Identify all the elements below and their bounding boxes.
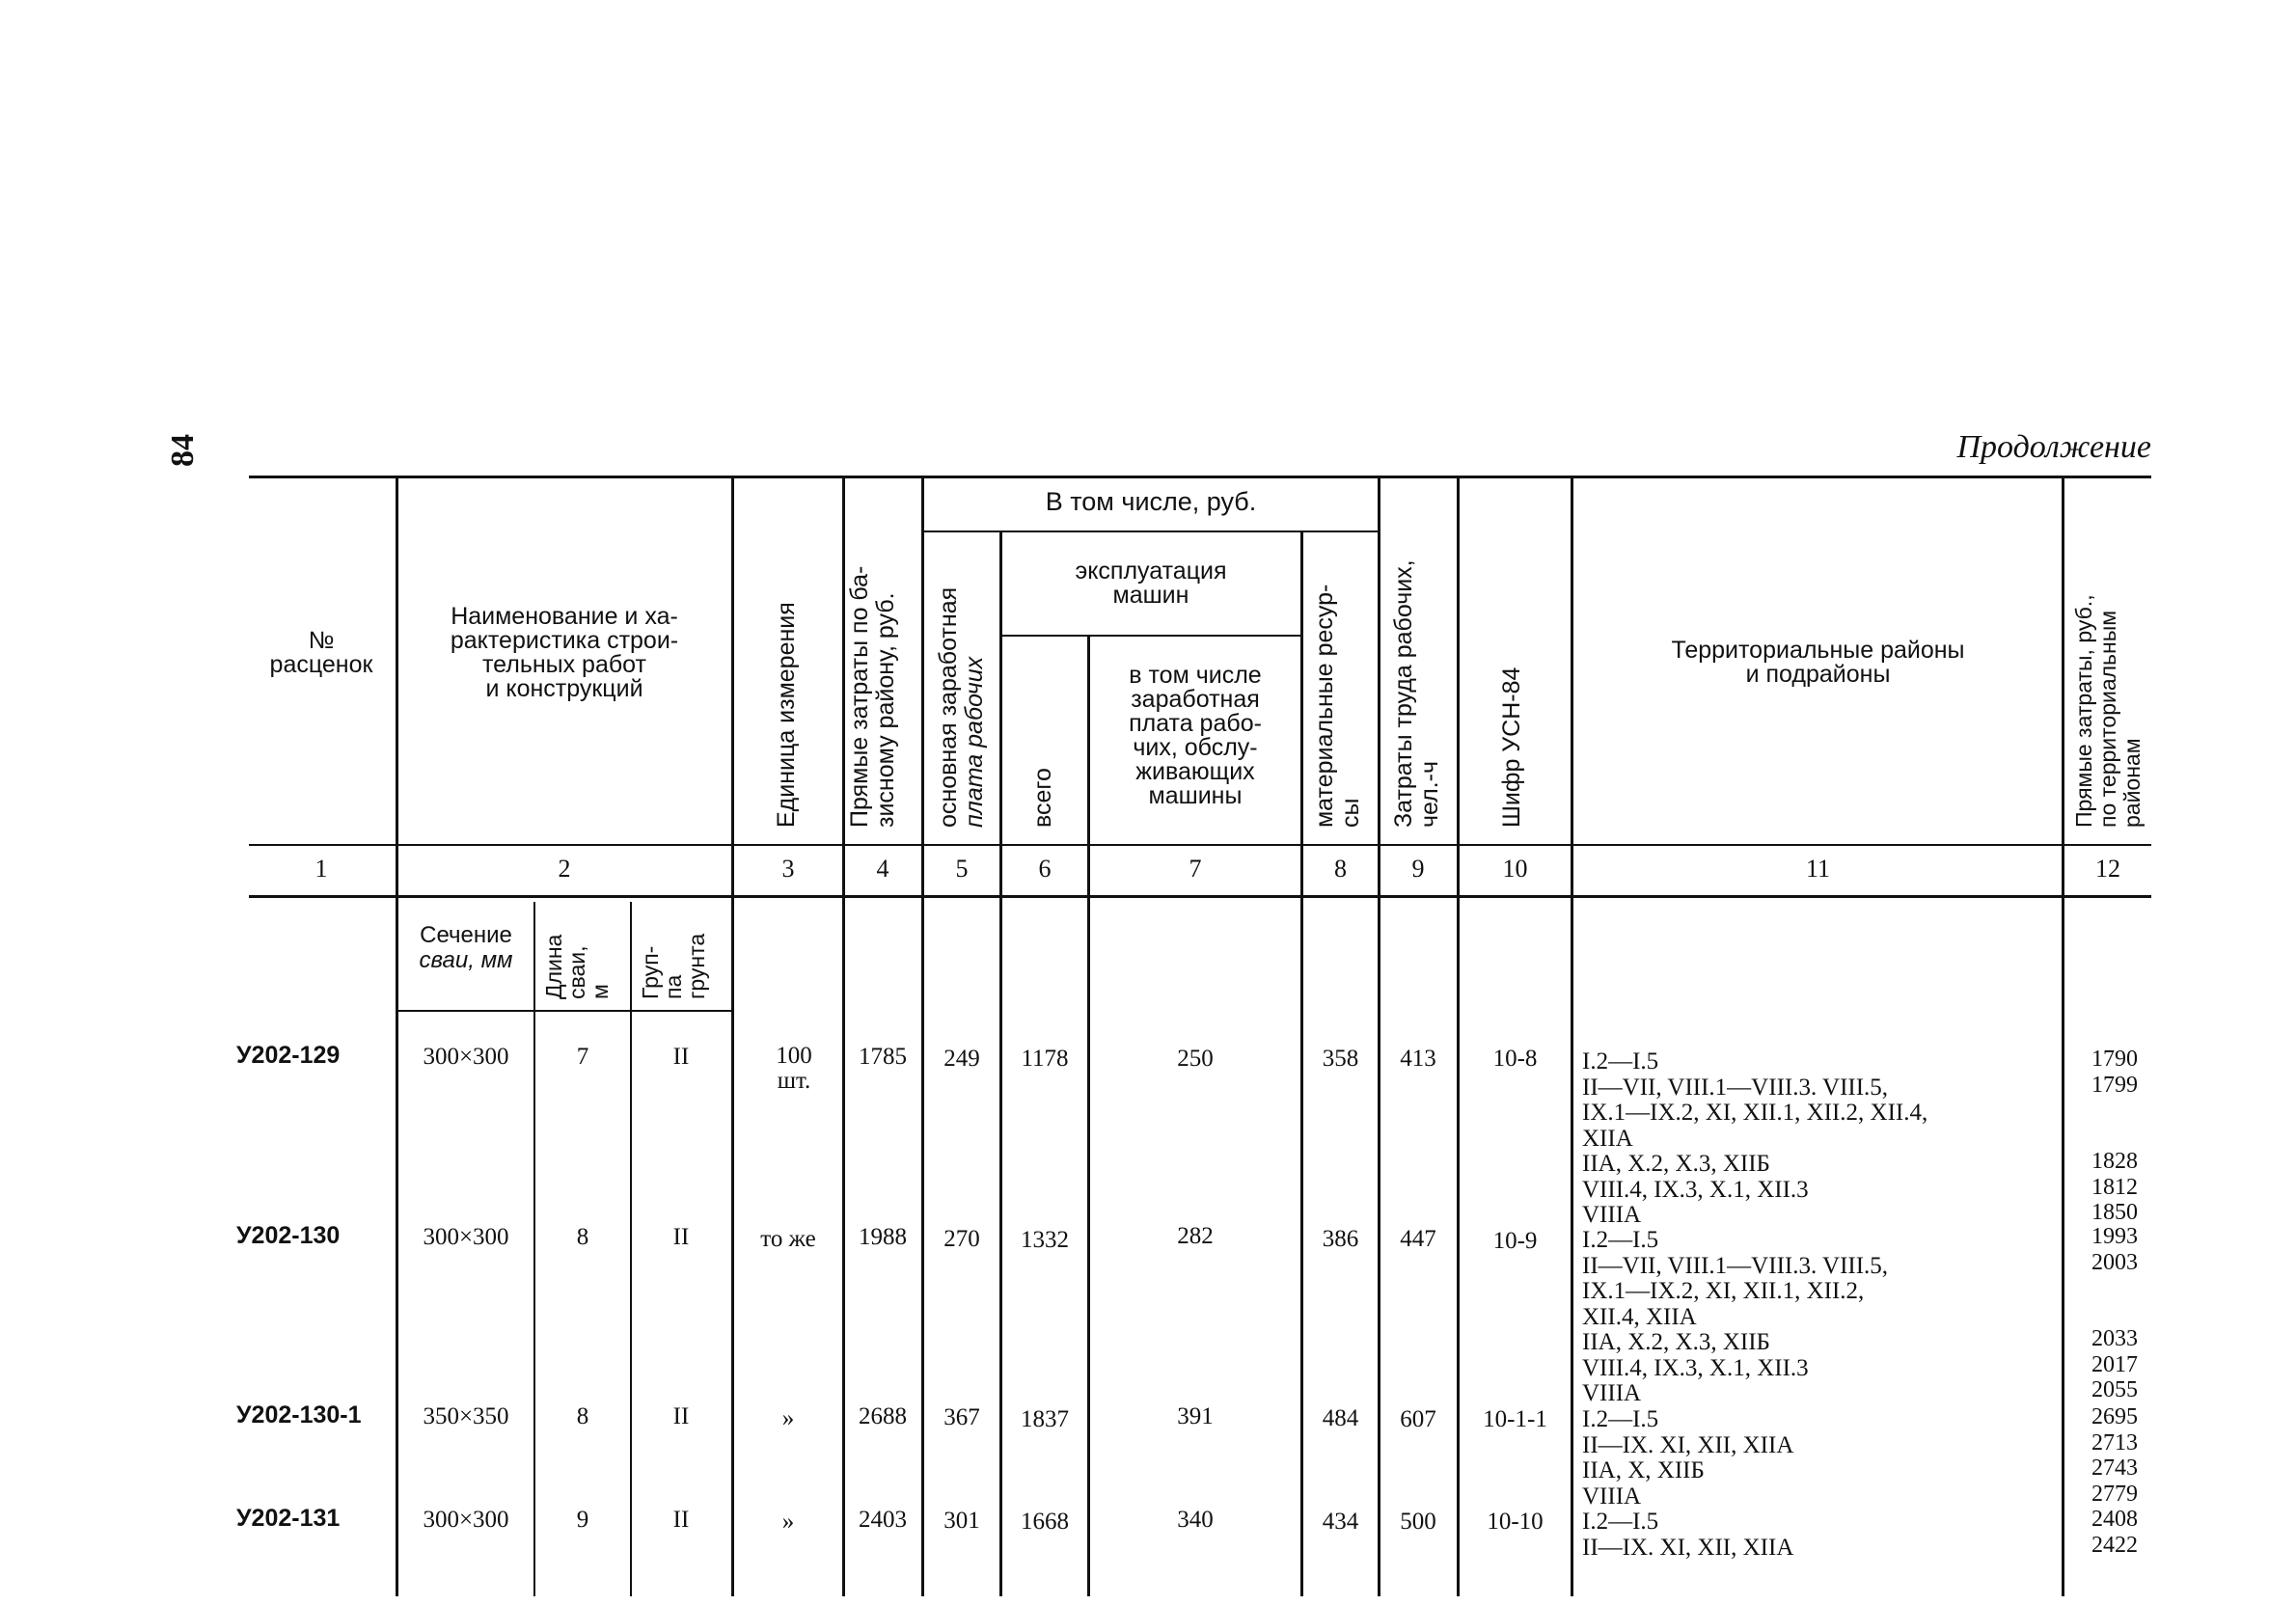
colnum-2: 2	[558, 855, 571, 883]
table-top-rule	[249, 476, 2151, 478]
row-length: 8	[576, 1403, 589, 1429]
row-wages: 270	[943, 1226, 980, 1252]
colnum-10: 10	[1502, 855, 1528, 883]
row-unit: 100 шт.	[776, 1043, 812, 1094]
header-group: В том числе, руб.	[1045, 487, 1257, 516]
row-direct: 2403	[859, 1507, 907, 1533]
page-number: 84	[165, 434, 201, 467]
subheader-soil: Груп- па грунта	[638, 933, 709, 999]
row-regions: I.2—I.5 II—VII, VIII.1—VIII.3. VIII.5, IX.1—IX.2, XI, XII.1, XII.2, XII.4, XIIA IIA, X.2, X.3, XIIБ VIII.4, IX.3, X.1, XII.3 VIIIA	[1582, 1048, 1928, 1228]
colnum-8: 8	[1334, 855, 1347, 883]
continuation-label: Продолжение	[1956, 429, 2151, 465]
header-col12: Прямые затраты, руб., по территориальным районам	[2071, 594, 2145, 828]
row-length: 9	[576, 1507, 589, 1533]
colnum-7: 7	[1189, 855, 1202, 883]
subheader-section: Сечение сваи, мм	[419, 922, 513, 973]
row-machines-total: 1178	[1021, 1046, 1069, 1072]
row-machines-wages: 250	[1177, 1046, 1214, 1072]
header-bottom-rule	[249, 844, 2151, 846]
row-prices: 1993 2003 2033 2017 2055	[2091, 1224, 2138, 1402]
row-soil: II	[672, 1224, 690, 1250]
colnum-1: 1	[314, 855, 328, 883]
row-length: 8	[576, 1224, 589, 1250]
colnum-4: 4	[876, 855, 889, 883]
row-materials: 358	[1322, 1046, 1359, 1072]
row-materials: 484	[1322, 1405, 1359, 1431]
row-unit: то же	[760, 1226, 816, 1252]
row-direct: 2688	[859, 1403, 907, 1429]
row-wages: 249	[943, 1046, 980, 1072]
row-soil: II	[672, 1403, 690, 1429]
colnum-6: 6	[1038, 855, 1052, 883]
v-line-2	[731, 477, 734, 1596]
row-wages: 367	[943, 1404, 980, 1430]
colnum-5: 5	[955, 855, 969, 883]
row-regions: I.2—I.5 II—VII, VIII.1—VIII.3. VIII.5, IX.1—IX.2, XI, XII.1, XII.2, XII.4, XIIA IIA, X.2, X.3, XIIБ VIII.4, IX.3, X.1, XII.3 VIIIA	[1582, 1227, 1889, 1406]
colnum-11: 11	[1805, 855, 1831, 883]
row-cipher: 10-8	[1492, 1046, 1538, 1072]
header-col3: Единица измерения	[773, 602, 800, 828]
row-machines-wages: 282	[1177, 1223, 1214, 1249]
group-rule	[924, 530, 1378, 532]
row-code: У202-131	[236, 1505, 341, 1532]
row-cipher: 10-9	[1492, 1228, 1538, 1254]
row-section: 300×300	[423, 1224, 509, 1250]
row-soil: II	[672, 1507, 690, 1533]
machines-rule	[1001, 635, 1302, 637]
row-cipher: 10-10	[1487, 1509, 1544, 1535]
row-labor: 500	[1400, 1509, 1436, 1535]
row-soil: II	[672, 1044, 690, 1070]
v-line-sub-1	[533, 902, 535, 1596]
row-labor: 447	[1400, 1226, 1436, 1252]
row-labor: 413	[1400, 1046, 1436, 1072]
subheader-length: Длина сваи, м	[541, 934, 613, 999]
row-prices: 1790 1799 1828 1812 1850	[2091, 1047, 2138, 1225]
row-regions: I.2—I.5 II—IX. XI, XII, XIIA	[1582, 1509, 1794, 1561]
header-col8: материальные ресур- сы	[1311, 584, 1364, 828]
row-prices: 2695 2713 2743 2779	[2091, 1404, 2138, 1507]
header-col4: Прямые затраты по ба- зисному району, руб.	[846, 565, 899, 828]
row-code: У202-130-1	[236, 1401, 362, 1428]
row-direct: 1988	[859, 1224, 907, 1250]
colnum-3: 3	[781, 855, 795, 883]
colnum-9: 9	[1411, 855, 1425, 883]
row-wages: 301	[943, 1508, 980, 1534]
row-materials: 434	[1322, 1509, 1359, 1535]
v-line-1	[396, 477, 398, 1596]
header-col6: всего	[1029, 768, 1056, 828]
row-machines-total: 1837	[1021, 1406, 1069, 1432]
v-line-sub-2	[630, 902, 632, 1596]
row-length: 7	[576, 1044, 589, 1070]
row-direct: 1785	[859, 1044, 907, 1070]
row-unit: »	[781, 1405, 795, 1431]
row-materials: 386	[1322, 1226, 1359, 1252]
colnum-bottom-rule	[249, 895, 2151, 898]
row-regions: I.2—I.5 II—IX. XI, XII, XIIA IIA, X, XIIБ VIIIA	[1582, 1406, 1794, 1510]
row-code: У202-129	[236, 1042, 341, 1069]
row-code: У202-130	[236, 1222, 341, 1249]
row-section: 300×300	[423, 1044, 509, 1070]
header-col10: Шифр УСН-84	[1498, 666, 1525, 828]
row-section: 350×350	[423, 1403, 509, 1429]
subheader-rule	[397, 1010, 733, 1012]
header-col2: Наименование и ха- рактеристика строи- тельных работ и конструкций	[450, 603, 679, 702]
row-machines-wages: 391	[1177, 1403, 1214, 1429]
header-col1: № расценок	[269, 627, 373, 678]
row-machines-wages: 340	[1177, 1507, 1214, 1533]
header-col11: Территориальные районы и подрайоны	[1671, 637, 1965, 688]
v-line-10	[1571, 477, 1573, 1596]
colnum-12: 12	[2095, 855, 2120, 883]
row-unit: »	[781, 1509, 795, 1535]
header-col7: в том числе заработная плата рабо- чих, обслу- живающих машины	[1129, 662, 1262, 809]
header-col9: Затраты труда рабочих, чел.-ч	[1390, 559, 1443, 828]
row-machines-total: 1668	[1021, 1509, 1069, 1535]
row-cipher: 10-1-1	[1483, 1406, 1547, 1432]
row-labor: 607	[1400, 1406, 1436, 1432]
row-section: 300×300	[423, 1507, 509, 1533]
header-col5: основная заработная плата рабочих	[935, 586, 988, 828]
header-machines: эксплуатация машин	[1075, 558, 1227, 609]
row-machines-total: 1332	[1021, 1227, 1069, 1253]
row-prices: 2408 2422	[2091, 1507, 2138, 1558]
